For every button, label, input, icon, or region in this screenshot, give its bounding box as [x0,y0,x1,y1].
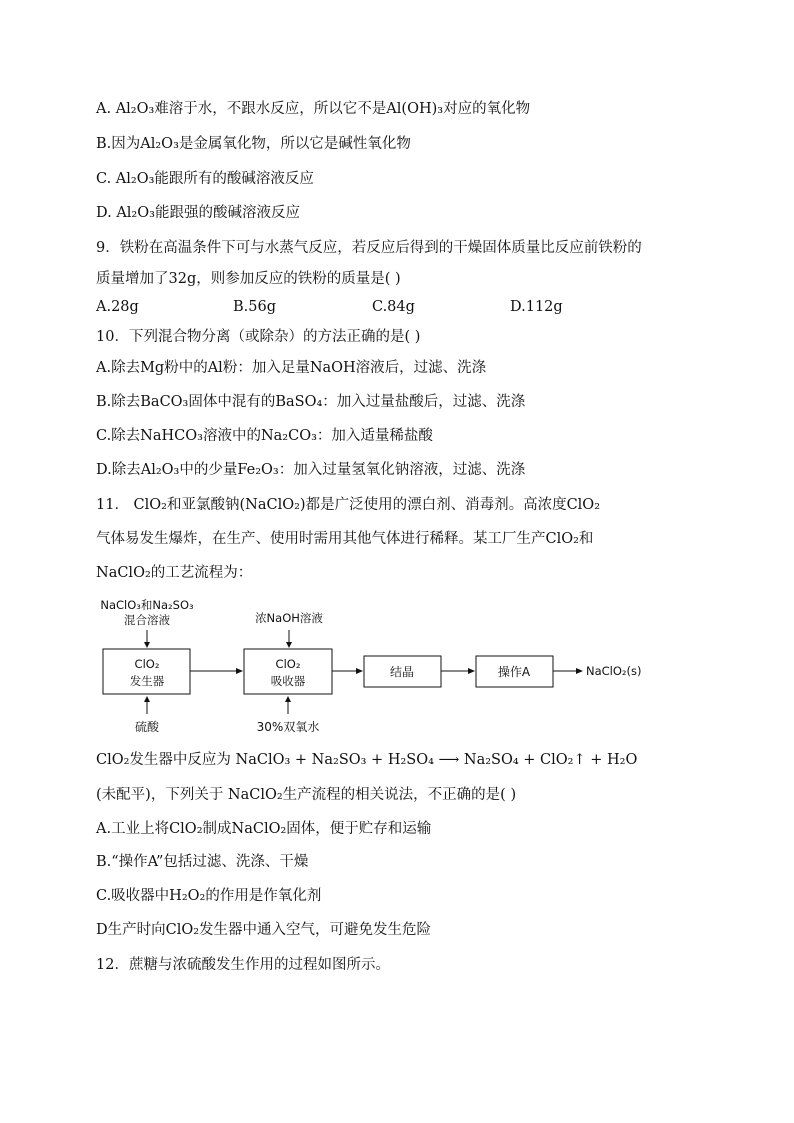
q9-stem-line1: 9．铁粉在高温条件下可与水蒸气反应，若反应后得到的干燥固体质量比反应前铁粉的 [96,240,642,256]
q10-option-a: A.除去Mg粉中的Al粉：加入足量NaOH溶液后，过滤、洗涤 [96,360,487,376]
input1-arrowhead [144,642,150,648]
product-label: NaClO₂(s) [586,664,642,678]
absorber-label-line1: ClO₂ [275,657,301,671]
q10-option-d: D.除去Al₂O₃中的少量Fe₂O₃：加入过量氢氧化钠溶液，过滤、洗涤 [96,462,526,478]
q11-note: (未配平)，下列关于 NaClO₂生产流程的相关说法，不正确的是( ) [96,787,517,803]
q9-option-a: A.28g [96,299,139,315]
q11-option-a: A.工业上将ClO₂制成NaClO₂固体，便于贮存和运输 [96,821,432,837]
q11-stem-line2: 气体易发生爆炸，在生产、使用时需用其他气体进行稀释。某工厂生产ClO₂和 [96,531,594,547]
generator-label-line2: 发生器 [129,674,165,688]
arrowhead-crystallize-to-operation [468,668,475,674]
input2-label: 浓NaOH溶液 [255,611,323,625]
process-flow-diagram [92,592,692,742]
crystallization-label: 结晶 [389,665,415,679]
operation-a-label: 操作A [497,665,531,679]
peroxide-arrowhead [285,696,291,702]
q8-option-c: C. Al₂O₃能跟所有的酸碱溶液反应 [96,171,314,187]
sulfuric-acid-label: 硫酸 [134,720,160,734]
q12-stem: 12．蔗糖与浓硫酸发生作用的过程如图所示。 [96,957,390,973]
sulfuric-acid-arrowhead [144,696,150,702]
q8-option-a: A. Al₂O₃难溶于水，不跟水反应，所以它不是Al(OH)₃对应的氧化物 [96,101,531,117]
q10-stem: 10．下列混合物分离（或除杂）的方法正确的是( ) [96,329,421,345]
q11-reaction: ClO₂发生器中反应为 NaClO₃ + Na₂SO₃ + H₂SO₄ ⟶ Na₂SO₄ + ClO₂↑ + H₂O [96,752,638,768]
input2-arrowhead [286,642,292,648]
q8-option-b: B.因为Al₂O₃是金属氧化物，所以它是碱性氧化物 [96,136,411,152]
q11-option-b: B.“操作A”包括过滤、洗涤、干燥 [96,854,309,870]
peroxide-label: 30%双氧水 [256,720,320,734]
input1-label-line1: NaClO₃和Na₂SO₃ [100,598,194,612]
q9-option-b: B.56g [233,299,276,315]
q11-stem-line3: NaClO₂的工艺流程为： [96,565,253,581]
q10-option-b: B.除去BaCO₃固体中混有的BaSO₄：加入过量盐酸后，过滤、洗涤 [96,394,526,410]
arrowhead-to-product [576,668,583,674]
q11-option-c: C.吸收器中H₂O₂的作用是作氧化剂 [96,888,322,904]
input1-label-line2: 混合溶液 [124,613,170,627]
generator-label-line1: ClO₂ [134,657,160,671]
q9-options [96,299,716,319]
q9-option-d: D.112g [510,299,563,315]
q9-option-c: C.84g [372,299,415,315]
absorber-label-line2: 吸收器 [270,674,306,688]
arrowhead-absorber-to-crystallize [356,668,363,674]
q9-stem-line2: 质量增加了32g，则参加反应的铁粉的质量是( ) [96,271,401,287]
arrowhead-generator-to-absorber [236,668,243,674]
q10-option-c: C.除去NaHCO₃溶液中的Na₂CO₃：加入适量稀盐酸 [96,428,433,444]
q8-option-d: D. Al₂O₃能跟强的酸碱溶液反应 [96,205,300,221]
q11-stem-line1: 11． ClO₂和亚氯酸钠(NaClO₂)都是广泛使用的漂白剂、消毒剂。高浓度ClO₂ [96,497,601,513]
q11-option-d: D生产时向ClO₂发生器中通入空气，可避免发生危险 [96,922,432,938]
